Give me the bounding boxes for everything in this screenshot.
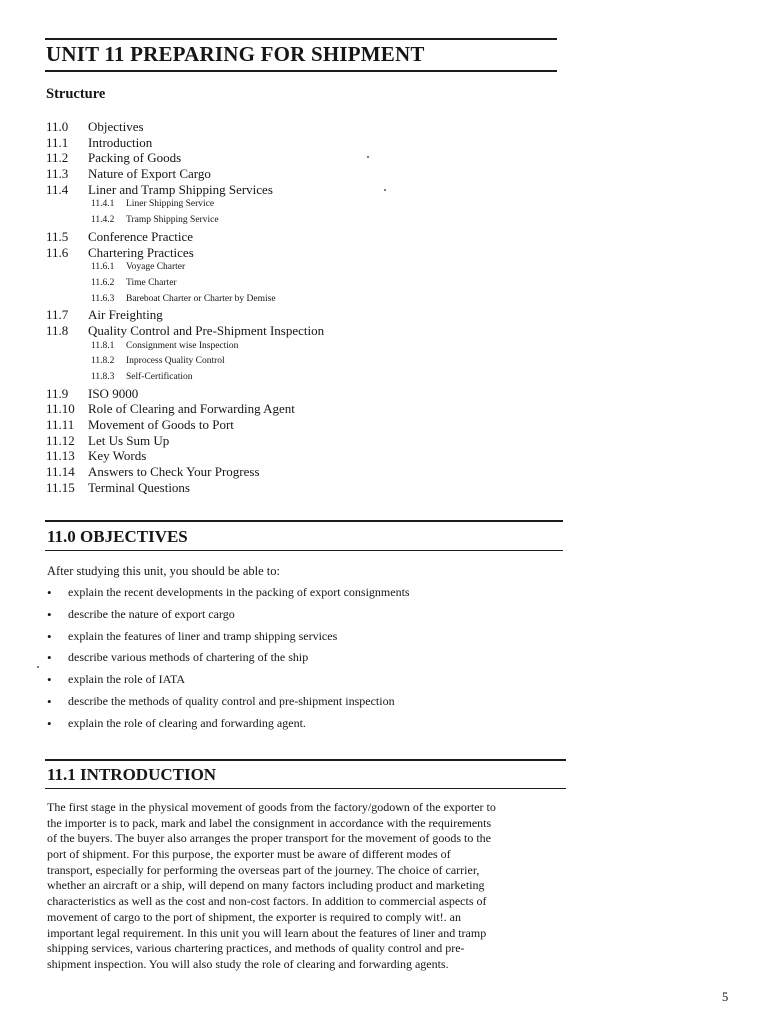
toc-title: Self-Certification [126,372,193,382]
title-bottom-rule [45,70,557,72]
introduction-bottom-rule [45,788,566,789]
table-of-contents [46,119,566,496]
toc-number: 11.1 [46,134,69,150]
bullet-icon: • [47,715,52,731]
toc-number: 11.6.2 [91,277,115,288]
paragraph-line: characteristics as well as the cost and non-cost factors. In addition to commercial aspects of [47,894,487,909]
toc-title: Answers to Check Your Progress [88,464,260,480]
toc-number: 11.9 [46,385,69,401]
scan-speck [384,189,386,191]
toc-title: Consignment wise Inspection [126,340,239,351]
toc-number: 11.4.1 [91,199,115,210]
toc-title: Bareboat Charter or Charter by Demise [126,293,276,304]
toc-section-row [46,307,566,323]
paragraph-line: transport, especially for performing the overseas part of the journey. The choice of carrier, [47,862,480,877]
toc-title: Packing of Goods [88,150,182,166]
paragraph-line: whether an aircraft or a ship, will depend on many factors including product and marketing [47,878,485,893]
toc-title: Objectives [88,119,144,134]
bullet-icon: • [47,585,52,600]
toc-number: 11.7 [46,307,69,323]
toc-title: Movement of Goods to Port [88,417,234,433]
toc-subsection-row [46,292,566,308]
scan-speck [367,156,369,158]
objectives-bottom-rule [45,550,563,551]
toc-number: 11.6.1 [91,262,115,273]
objective-text: explain the features of liner and tramp shipping services [68,628,338,643]
bullet-icon: • [47,672,52,688]
paragraph-line: the importer is to pack, mark and label the consignment in accordance with the requirements [47,815,492,830]
bullet-icon: • [47,628,52,644]
objective-text: explain the role of clearing and forwarding agent. [68,715,306,730]
toc-title: Nature of Export Cargo [88,166,211,182]
toc-title: Key Words [88,448,147,464]
toc-title: Introduction [88,134,153,150]
paragraph-line: The first stage in the physical movement of goods from the factory/godown of the exporter to [47,800,496,814]
toc-section-row [46,135,566,151]
paragraph-line: of the buyers. The buyer also arranges the proper transport for the movement of goods to the [47,831,491,846]
structure-heading: Structure [46,86,106,102]
paragraph-line: shipment inspection. You will also study the role of clearing and forwarding agents. [47,956,449,971]
toc-section-row [46,323,566,339]
objective-item [47,647,567,669]
toc-title: Conference Practice [88,228,194,244]
toc-title: Air Freighting [88,307,163,323]
toc-title: Quality Control and Pre-Shipment Inspection [88,322,325,338]
toc-number: 11.8 [46,322,69,338]
paragraph-line: important legal requirement. In this unit you will learn about the features of liner and tramp [47,925,487,940]
toc-section-row [46,417,566,433]
objectives-intro: After studying this unit, you should be able to: [47,564,280,578]
toc-section-row [46,448,566,464]
toc-title: Liner Shipping Service [126,199,215,210]
toc-section-row [46,119,566,135]
toc-number: 11.8.2 [91,356,115,367]
toc-title: Terminal Questions [88,479,190,495]
toc-title: Liner and Tramp Shipping Services [88,181,273,197]
bullet-icon: • [47,693,52,709]
objective-item [47,626,567,648]
toc-title: Chartering Practices [88,244,194,260]
paragraph-line: movement of cargo to the port of shipment, the exporter is required to comply wit!. an [47,909,462,924]
toc-subsection-row [46,276,566,292]
toc-subsection-row [46,370,566,386]
toc-number: 11.15 [46,479,75,495]
toc-section-row [46,166,566,182]
objectives-heading: 11.0 OBJECTIVES [47,527,188,546]
toc-number: 11.2 [46,150,69,166]
scan-speck [37,666,39,668]
bullet-icon: • [47,650,52,666]
toc-subsection-row [46,213,566,229]
objective-item [47,713,567,735]
toc-section-row [46,480,566,496]
bullet-icon: • [47,606,52,622]
toc-number: 11.13 [46,448,75,464]
objective-item [47,582,567,604]
toc-number: 11.8.1 [91,340,115,351]
toc-title: Let Us Sum Up [88,432,170,448]
toc-subsection-row [46,260,566,276]
toc-number: 11.0 [46,119,69,134]
toc-section-row [46,182,566,198]
toc-subsection-row [46,339,566,355]
toc-number: 11.8.3 [91,372,115,382]
objectives-top-rule [45,520,563,522]
toc-section-row [46,401,566,417]
introduction-paragraph [47,800,567,973]
toc-number: 11.4.2 [91,215,115,226]
toc-section-row [46,150,566,166]
paragraph-line: shipping services, various chartering practices, and methods of quality control and pre- [47,941,465,956]
objective-item [47,669,567,691]
objective-text: explain the recent developments in the packing of export consignments [68,585,410,599]
toc-section-row [46,386,566,402]
toc-number: 11.12 [46,432,75,448]
toc-number: 11.5 [46,228,69,244]
introduction-heading: 11.1 INTRODUCTION [47,765,217,784]
toc-number: 11.6.3 [91,293,115,304]
objective-text: describe the methods of quality control and pre-shipment inspection [68,693,395,708]
toc-number: 11.10 [46,401,75,417]
toc-number: 11.14 [46,464,75,480]
toc-subsection-row [46,354,566,370]
toc-section-row [46,245,566,261]
toc-number: 11.4 [46,181,69,197]
objectives-list [47,582,567,735]
toc-title: Tramp Shipping Service [126,215,219,226]
paragraph-line: port of shipment. For this purpose, the exporter must be aware of different modes of [47,847,451,862]
unit-title: UNIT 11 PREPARING FOR SHIPMENT [46,42,425,66]
introduction-top-rule [45,759,566,761]
toc-subsection-row [46,197,566,213]
toc-number: 11.3 [46,166,69,182]
toc-title: Role of Clearing and Forwarding Agent [88,401,295,417]
toc-number: 11.11 [46,417,75,433]
objective-item [47,691,567,713]
objective-text: describe various methods of chartering of the ship [68,650,309,665]
objective-text: describe the nature of export cargo [68,606,235,621]
objective-item [47,604,567,626]
toc-section-row [46,464,566,480]
title-top-rule [45,38,557,40]
toc-number: 11.6 [46,244,69,260]
toc-title: ISO 9000 [88,385,139,401]
toc-section-row [46,229,566,245]
toc-section-row [46,433,566,449]
toc-title: Time Charter [126,277,177,288]
page-number: 5 [722,990,729,1004]
toc-title: Inprocess Quality Control [126,356,225,367]
toc-title: Voyage Charter [126,262,186,273]
objective-text: explain the role of IATA [68,672,185,687]
